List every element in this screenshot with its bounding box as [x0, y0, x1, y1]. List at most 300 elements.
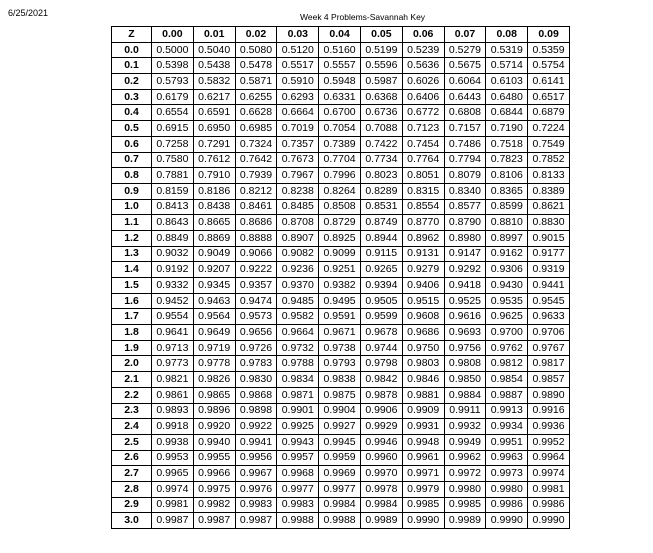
table-cell: 0.9850 [444, 372, 486, 388]
table-cell: 0.9989 [360, 513, 402, 529]
row-header-z: 0.1 [112, 58, 152, 74]
table-cell: 0.8438 [193, 199, 235, 215]
table-cell: 0.9222 [235, 262, 277, 278]
table-row [112, 513, 570, 529]
column-header-z: Z [112, 27, 152, 43]
table-cell: 0.6700 [319, 105, 361, 121]
table-cell: 0.9418 [444, 278, 486, 294]
table-cell: 0.7580 [152, 152, 194, 168]
table-cell: 0.9977 [277, 481, 319, 497]
table-row [112, 215, 570, 231]
table-row [112, 58, 570, 74]
table-cell: 0.8790 [444, 215, 486, 231]
table-cell: 0.6628 [235, 105, 277, 121]
row-header-z: 0.0 [112, 42, 152, 58]
header-row [112, 27, 570, 43]
table-cell: 0.9911 [444, 403, 486, 419]
table-cell: 0.9979 [402, 481, 444, 497]
column-header: 0.09 [528, 27, 570, 43]
table-cell: 0.9099 [319, 246, 361, 262]
table-cell: 0.9049 [193, 246, 235, 262]
table-cell: 0.5557 [319, 58, 361, 74]
table-row [112, 372, 570, 388]
table-row [112, 230, 570, 246]
table-cell: 0.9922 [235, 419, 277, 435]
table-cell: 0.8079 [444, 168, 486, 184]
row-header-z: 1.8 [112, 325, 152, 341]
table-cell: 0.9545 [528, 293, 570, 309]
table-cell: 0.8051 [402, 168, 444, 184]
table-cell: 0.5478 [235, 58, 277, 74]
table-cell: 0.6591 [193, 105, 235, 121]
table-cell: 0.9345 [193, 278, 235, 294]
table-cell: 0.8888 [235, 230, 277, 246]
table-cell: 0.9573 [235, 309, 277, 325]
table-cell: 0.9515 [402, 293, 444, 309]
table-row [112, 356, 570, 372]
table-cell: 0.9793 [319, 356, 361, 372]
table-cell: 0.9616 [444, 309, 486, 325]
table-cell: 0.9756 [444, 340, 486, 356]
table-cell: 0.9382 [319, 278, 361, 294]
column-header: 0.05 [360, 27, 402, 43]
table-cell: 0.5000 [152, 42, 194, 58]
table-cell: 0.9082 [277, 246, 319, 262]
table-cell: 0.9808 [444, 356, 486, 372]
table-cell: 0.9332 [152, 278, 194, 294]
table-cell: 0.5714 [486, 58, 528, 74]
table-row [112, 121, 570, 137]
table-cell: 0.5239 [402, 42, 444, 58]
table-cell: 0.9967 [235, 466, 277, 482]
row-header-z: 1.3 [112, 246, 152, 262]
table-cell: 0.5596 [360, 58, 402, 74]
table-cell: 0.5675 [444, 58, 486, 74]
table-cell: 0.9918 [152, 419, 194, 435]
table-cell: 0.9505 [360, 293, 402, 309]
table-cell: 0.9066 [235, 246, 277, 262]
table-cell: 0.9938 [152, 434, 194, 450]
table-cell: 0.9978 [360, 481, 402, 497]
table-cell: 0.9980 [486, 481, 528, 497]
table-cell: 0.9984 [319, 497, 361, 513]
table-cell: 0.9846 [402, 372, 444, 388]
row-header-z: 1.2 [112, 230, 152, 246]
table-cell: 0.9032 [152, 246, 194, 262]
z-table [111, 26, 570, 529]
table-cell: 0.9875 [319, 387, 361, 403]
table-cell: 0.9988 [277, 513, 319, 529]
table-cell: 0.9726 [235, 340, 277, 356]
table-cell: 0.7764 [402, 152, 444, 168]
table-cell: 0.9953 [152, 450, 194, 466]
table-cell: 0.9970 [360, 466, 402, 482]
table-cell: 0.6915 [152, 121, 194, 137]
table-cell: 0.6026 [402, 74, 444, 90]
table-cell: 0.8621 [528, 199, 570, 215]
table-cell: 0.9664 [277, 325, 319, 341]
table-cell: 0.7852 [528, 152, 570, 168]
row-header-z: 1.6 [112, 293, 152, 309]
table-cell: 0.8531 [360, 199, 402, 215]
table-cell: 0.9857 [528, 372, 570, 388]
table-cell: 0.8159 [152, 183, 194, 199]
table-cell: 0.7794 [444, 152, 486, 168]
table-cell: 0.9898 [235, 403, 277, 419]
table-cell: 0.7910 [193, 168, 235, 184]
table-cell: 0.7019 [277, 121, 319, 137]
table-cell: 0.9985 [402, 497, 444, 513]
table-cell: 0.9878 [360, 387, 402, 403]
table-row [112, 105, 570, 121]
table-cell: 0.7734 [360, 152, 402, 168]
table-cell: 0.9927 [319, 419, 361, 435]
table-cell: 0.9656 [235, 325, 277, 341]
table-cell: 0.9974 [528, 466, 570, 482]
table-cell: 0.9686 [402, 325, 444, 341]
table-cell: 0.9934 [486, 419, 528, 435]
table-cell: 0.8577 [444, 199, 486, 215]
table-cell: 0.9966 [193, 466, 235, 482]
table-cell: 0.7258 [152, 136, 194, 152]
table-cell: 0.8264 [319, 183, 361, 199]
column-header: 0.02 [235, 27, 277, 43]
table-cell: 0.6179 [152, 89, 194, 105]
table-cell: 0.9951 [486, 434, 528, 450]
table-cell: 0.8238 [277, 183, 319, 199]
table-cell: 0.9838 [319, 372, 361, 388]
table-cell: 0.9984 [360, 497, 402, 513]
row-header-z: 2.5 [112, 434, 152, 450]
table-cell: 0.9974 [152, 481, 194, 497]
table-cell: 0.8461 [235, 199, 277, 215]
table-cell: 0.5438 [193, 58, 235, 74]
table-cell: 0.9641 [152, 325, 194, 341]
table-cell: 0.6736 [360, 105, 402, 121]
table-cell: 0.9485 [277, 293, 319, 309]
table-cell: 0.9964 [528, 450, 570, 466]
table-row [112, 419, 570, 435]
table-cell: 0.6772 [402, 105, 444, 121]
table-row [112, 481, 570, 497]
row-header-z: 2.6 [112, 450, 152, 466]
table-cell: 0.6664 [277, 105, 319, 121]
table-cell: 0.8810 [486, 215, 528, 231]
table-cell: 0.9990 [402, 513, 444, 529]
table-row [112, 450, 570, 466]
table-cell: 0.9990 [528, 513, 570, 529]
table-row [112, 497, 570, 513]
table-cell: 0.8315 [402, 183, 444, 199]
table-row [112, 387, 570, 403]
table-cell: 0.9960 [360, 450, 402, 466]
table-cell: 0.9916 [528, 403, 570, 419]
table-cell: 0.9890 [528, 387, 570, 403]
table-cell: 0.9821 [152, 372, 194, 388]
table-cell: 0.5160 [319, 42, 361, 58]
table-cell: 0.6331 [319, 89, 361, 105]
column-header: 0.01 [193, 27, 235, 43]
table-cell: 0.9713 [152, 340, 194, 356]
table-cell: 0.9955 [193, 450, 235, 466]
table-cell: 0.6879 [528, 105, 570, 121]
table-cell: 0.9463 [193, 293, 235, 309]
table-cell: 0.9871 [277, 387, 319, 403]
table-cell: 0.5319 [486, 42, 528, 58]
table-cell: 0.9956 [235, 450, 277, 466]
table-row [112, 74, 570, 90]
table-cell: 0.6217 [193, 89, 235, 105]
table-cell: 0.9962 [444, 450, 486, 466]
table-cell: 0.8944 [360, 230, 402, 246]
table-cell: 0.7357 [277, 136, 319, 152]
table-row [112, 199, 570, 215]
column-header: 0.03 [277, 27, 319, 43]
row-header-z: 0.2 [112, 74, 152, 90]
table-cell: 0.8925 [319, 230, 361, 246]
table-cell: 0.9430 [486, 278, 528, 294]
table-cell: 0.5910 [277, 74, 319, 90]
table-cell: 0.7291 [193, 136, 235, 152]
table-cell: 0.9706 [528, 325, 570, 341]
table-cell: 0.9357 [235, 278, 277, 294]
table-cell: 0.9865 [193, 387, 235, 403]
table-cell: 0.9854 [486, 372, 528, 388]
table-cell: 0.8708 [277, 215, 319, 231]
table-cell: 0.6103 [486, 74, 528, 90]
table-cell: 0.9131 [402, 246, 444, 262]
z-table-header [112, 27, 570, 43]
table-cell: 0.9936 [528, 419, 570, 435]
table-cell: 0.7881 [152, 168, 194, 184]
table-cell: 0.9535 [486, 293, 528, 309]
table-cell: 0.9932 [444, 419, 486, 435]
table-cell: 0.7673 [277, 152, 319, 168]
table-cell: 0.7967 [277, 168, 319, 184]
table-cell: 0.7486 [444, 136, 486, 152]
table-cell: 0.5199 [360, 42, 402, 58]
row-header-z: 0.3 [112, 89, 152, 105]
table-cell: 0.5636 [402, 58, 444, 74]
table-cell: 0.9762 [486, 340, 528, 356]
row-header-z: 2.4 [112, 419, 152, 435]
table-cell: 0.9778 [193, 356, 235, 372]
table-cell: 0.8289 [360, 183, 402, 199]
table-cell: 0.5040 [193, 42, 235, 58]
table-row [112, 89, 570, 105]
table-cell: 0.7612 [193, 152, 235, 168]
table-cell: 0.8023 [360, 168, 402, 184]
table-cell: 0.6480 [486, 89, 528, 105]
table-cell: 0.9830 [235, 372, 277, 388]
table-cell: 0.9279 [402, 262, 444, 278]
table-cell: 0.9976 [235, 481, 277, 497]
table-cell: 0.9798 [360, 356, 402, 372]
table-cell: 0.5832 [193, 74, 235, 90]
table-cell: 0.9920 [193, 419, 235, 435]
table-cell: 0.8413 [152, 199, 194, 215]
table-row [112, 340, 570, 356]
row-header-z: 2.2 [112, 387, 152, 403]
table-cell: 0.9981 [528, 481, 570, 497]
table-cell: 0.9952 [528, 434, 570, 450]
table-cell: 0.9719 [193, 340, 235, 356]
table-cell: 0.7224 [528, 121, 570, 137]
table-cell: 0.5793 [152, 74, 194, 90]
row-header-z: 0.9 [112, 183, 152, 199]
table-cell: 0.8749 [360, 215, 402, 231]
table-cell: 0.6141 [528, 74, 570, 90]
table-cell: 0.8133 [528, 168, 570, 184]
table-cell: 0.7939 [235, 168, 277, 184]
table-row [112, 42, 570, 58]
table-cell: 0.9732 [277, 340, 319, 356]
table-cell: 0.9452 [152, 293, 194, 309]
table-cell: 0.9115 [360, 246, 402, 262]
table-cell: 0.7549 [528, 136, 570, 152]
table-cell: 0.9738 [319, 340, 361, 356]
table-cell: 0.6517 [528, 89, 570, 105]
row-header-z: 0.5 [112, 121, 152, 137]
table-cell: 0.6064 [444, 74, 486, 90]
table-cell: 0.9987 [152, 513, 194, 529]
table-row [112, 434, 570, 450]
table-cell: 0.7454 [402, 136, 444, 152]
table-cell: 0.9319 [528, 262, 570, 278]
row-header-z: 2.1 [112, 372, 152, 388]
table-cell: 0.5120 [277, 42, 319, 58]
table-cell: 0.7088 [360, 121, 402, 137]
table-cell: 0.9495 [319, 293, 361, 309]
column-header: 0.04 [319, 27, 361, 43]
table-cell: 0.9972 [444, 466, 486, 482]
table-row [112, 183, 570, 199]
table-cell: 0.6808 [444, 105, 486, 121]
table-cell: 0.5398 [152, 58, 194, 74]
table-cell: 0.8186 [193, 183, 235, 199]
table-cell: 0.9817 [528, 356, 570, 372]
table-cell: 0.9896 [193, 403, 235, 419]
table-cell: 0.9251 [319, 262, 361, 278]
table-cell: 0.8849 [152, 230, 194, 246]
table-row [112, 309, 570, 325]
table-row [112, 403, 570, 419]
table-cell: 0.9980 [444, 481, 486, 497]
table-cell: 0.9959 [319, 450, 361, 466]
table-cell: 0.9931 [402, 419, 444, 435]
table-cell: 0.5987 [360, 74, 402, 90]
table-cell: 0.9901 [277, 403, 319, 419]
table-cell: 0.9945 [319, 434, 361, 450]
document-date: 6/25/2021 [8, 8, 49, 18]
row-header-z: 2.9 [112, 497, 152, 513]
table-cell: 0.9988 [319, 513, 361, 529]
table-cell: 0.9973 [486, 466, 528, 482]
table-cell: 0.6985 [235, 121, 277, 137]
table-cell: 0.6554 [152, 105, 194, 121]
table-cell: 0.9881 [402, 387, 444, 403]
row-header-z: 3.0 [112, 513, 152, 529]
table-cell: 0.9887 [486, 387, 528, 403]
table-cell: 0.8389 [528, 183, 570, 199]
table-cell: 0.9965 [152, 466, 194, 482]
table-cell: 0.7389 [319, 136, 361, 152]
table-cell: 0.5359 [528, 42, 570, 58]
column-header: 0.08 [486, 27, 528, 43]
table-cell: 0.9750 [402, 340, 444, 356]
table-cell: 0.9678 [360, 325, 402, 341]
table-cell: 0.8729 [319, 215, 361, 231]
table-cell: 0.9608 [402, 309, 444, 325]
table-cell: 0.8485 [277, 199, 319, 215]
table-cell: 0.9192 [152, 262, 194, 278]
table-cell: 0.9909 [402, 403, 444, 419]
table-cell: 0.9925 [277, 419, 319, 435]
table-cell: 0.9987 [193, 513, 235, 529]
table-cell: 0.9564 [193, 309, 235, 325]
row-header-z: 2.3 [112, 403, 152, 419]
table-cell: 0.9826 [193, 372, 235, 388]
table-cell: 0.9292 [444, 262, 486, 278]
table-cell: 0.9949 [444, 434, 486, 450]
row-header-z: 1.0 [112, 199, 152, 215]
table-cell: 0.8869 [193, 230, 235, 246]
table-row [112, 262, 570, 278]
table-cell: 0.5948 [319, 74, 361, 90]
table-cell: 0.9834 [277, 372, 319, 388]
table-cell: 0.9969 [319, 466, 361, 482]
table-cell: 0.9906 [360, 403, 402, 419]
table-cell: 0.8980 [444, 230, 486, 246]
table-cell: 0.9744 [360, 340, 402, 356]
table-cell: 0.9977 [319, 481, 361, 497]
table-cell: 0.9783 [235, 356, 277, 372]
table-cell: 0.9986 [528, 497, 570, 513]
table-cell: 0.5517 [277, 58, 319, 74]
table-cell: 0.9441 [528, 278, 570, 294]
table-cell: 0.9941 [235, 434, 277, 450]
table-cell: 0.9957 [277, 450, 319, 466]
table-cell: 0.9525 [444, 293, 486, 309]
table-row [112, 136, 570, 152]
table-cell: 0.7996 [319, 168, 361, 184]
table-cell: 0.9788 [277, 356, 319, 372]
table-cell: 0.9236 [277, 262, 319, 278]
row-header-z: 1.5 [112, 278, 152, 294]
table-cell: 0.7642 [235, 152, 277, 168]
table-cell: 0.9989 [444, 513, 486, 529]
row-header-z: 2.8 [112, 481, 152, 497]
table-cell: 0.7054 [319, 121, 361, 137]
table-cell: 0.5871 [235, 74, 277, 90]
table-cell: 0.9946 [360, 434, 402, 450]
table-cell: 0.9968 [277, 466, 319, 482]
table-cell: 0.9861 [152, 387, 194, 403]
table-cell: 0.9015 [528, 230, 570, 246]
row-header-z: 0.6 [112, 136, 152, 152]
table-row [112, 168, 570, 184]
z-table-body [112, 42, 570, 528]
table-cell: 0.9633 [528, 309, 570, 325]
table-cell: 0.9582 [277, 309, 319, 325]
table-cell: 0.9975 [193, 481, 235, 497]
table-cell: 0.6293 [277, 89, 319, 105]
table-cell: 0.9987 [235, 513, 277, 529]
row-header-z: 0.7 [112, 152, 152, 168]
table-row [112, 278, 570, 294]
table-cell: 0.9812 [486, 356, 528, 372]
table-cell: 0.9913 [486, 403, 528, 419]
